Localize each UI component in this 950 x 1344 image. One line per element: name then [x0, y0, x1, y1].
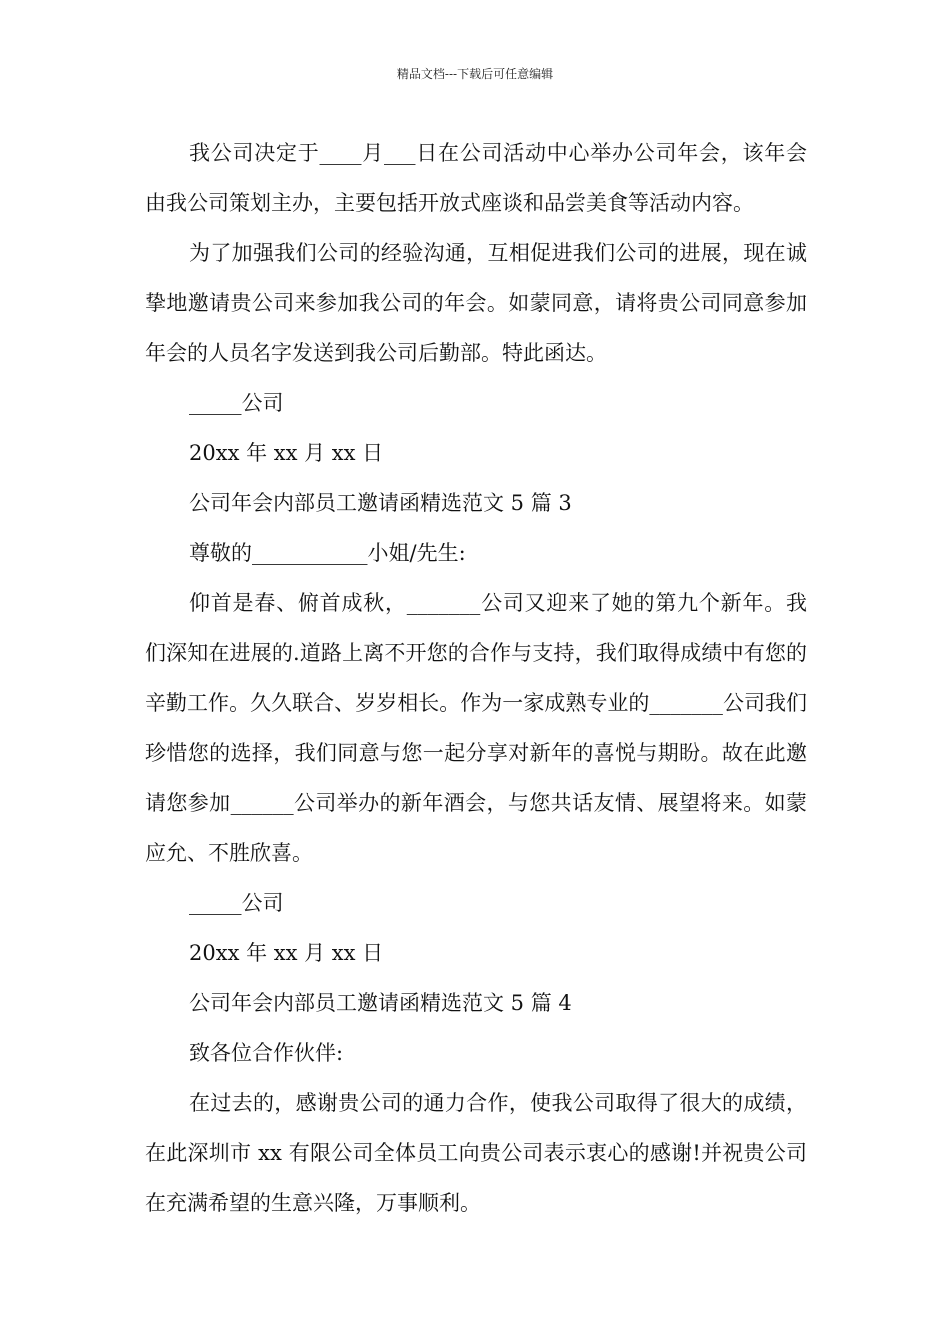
paragraph-new-year-invitation: 仰首是春、俯首成秋，_______公司又迎来了她的第九个新年。我们深知在进展的.道路上离不开您的合作与支持，我们取得成绩中有您的辛勤工作。久久联合、岁岁相长。作为一家成熟专业的_______公司我们珍惜您的选择，我们同意与您一起分享对新年的喜悦与期盼。故在此邀请您参加______公司举办的新年酒会，与您共话友情、展望将来。如蒙应允、不胜欣喜。: [145, 591, 807, 865]
document-body: [145, 128, 807, 1228]
greeting-4: 致各位合作伙伴:: [189, 1041, 344, 1065]
paragraph-thanks-partners: 在过去的，感谢贵公司的通力合作，使我公司取得了很大的成绩，在此深圳市 xx 有限公司全体员工向贵公司表示衷心的感谢!并祝贵公司在充满希望的生意兴隆，万事顺利。: [145, 1091, 807, 1215]
paragraph-annual-meeting-notice: 我公司决定于____月___日在公司活动中心举办公司年会，该年会由我公司策划主办，主要包括开放式座谈和品尝美食等活动内容。: [145, 141, 807, 215]
page-header: 精品文档---下载后可任意编辑: [396, 67, 554, 81]
paragraph-invitation-request: 为了加强我们公司的经验沟通，互相促进我们公司的进展，现在诚挚地邀请贵公司来参加我公司的年会。如蒙同意，请将贵公司同意参加年会的人员名字发送到我公司后勤部。特此函达。: [145, 241, 807, 365]
signature-date-2: 20xx 年 xx 月 xx 日: [189, 941, 384, 965]
signature-company: _____公司: [189, 391, 284, 415]
signature-company-2: _____公司: [189, 891, 284, 915]
greeting-3: 尊敬的___________小姐/先生:: [189, 541, 466, 565]
section-title-4: 公司年会内部员工邀请函精选范文 5 篇 4: [189, 991, 572, 1015]
signature-date: 20xx 年 xx 月 xx 日: [189, 441, 384, 465]
section-title-3: 公司年会内部员工邀请函精选范文 5 篇 3: [189, 491, 572, 515]
